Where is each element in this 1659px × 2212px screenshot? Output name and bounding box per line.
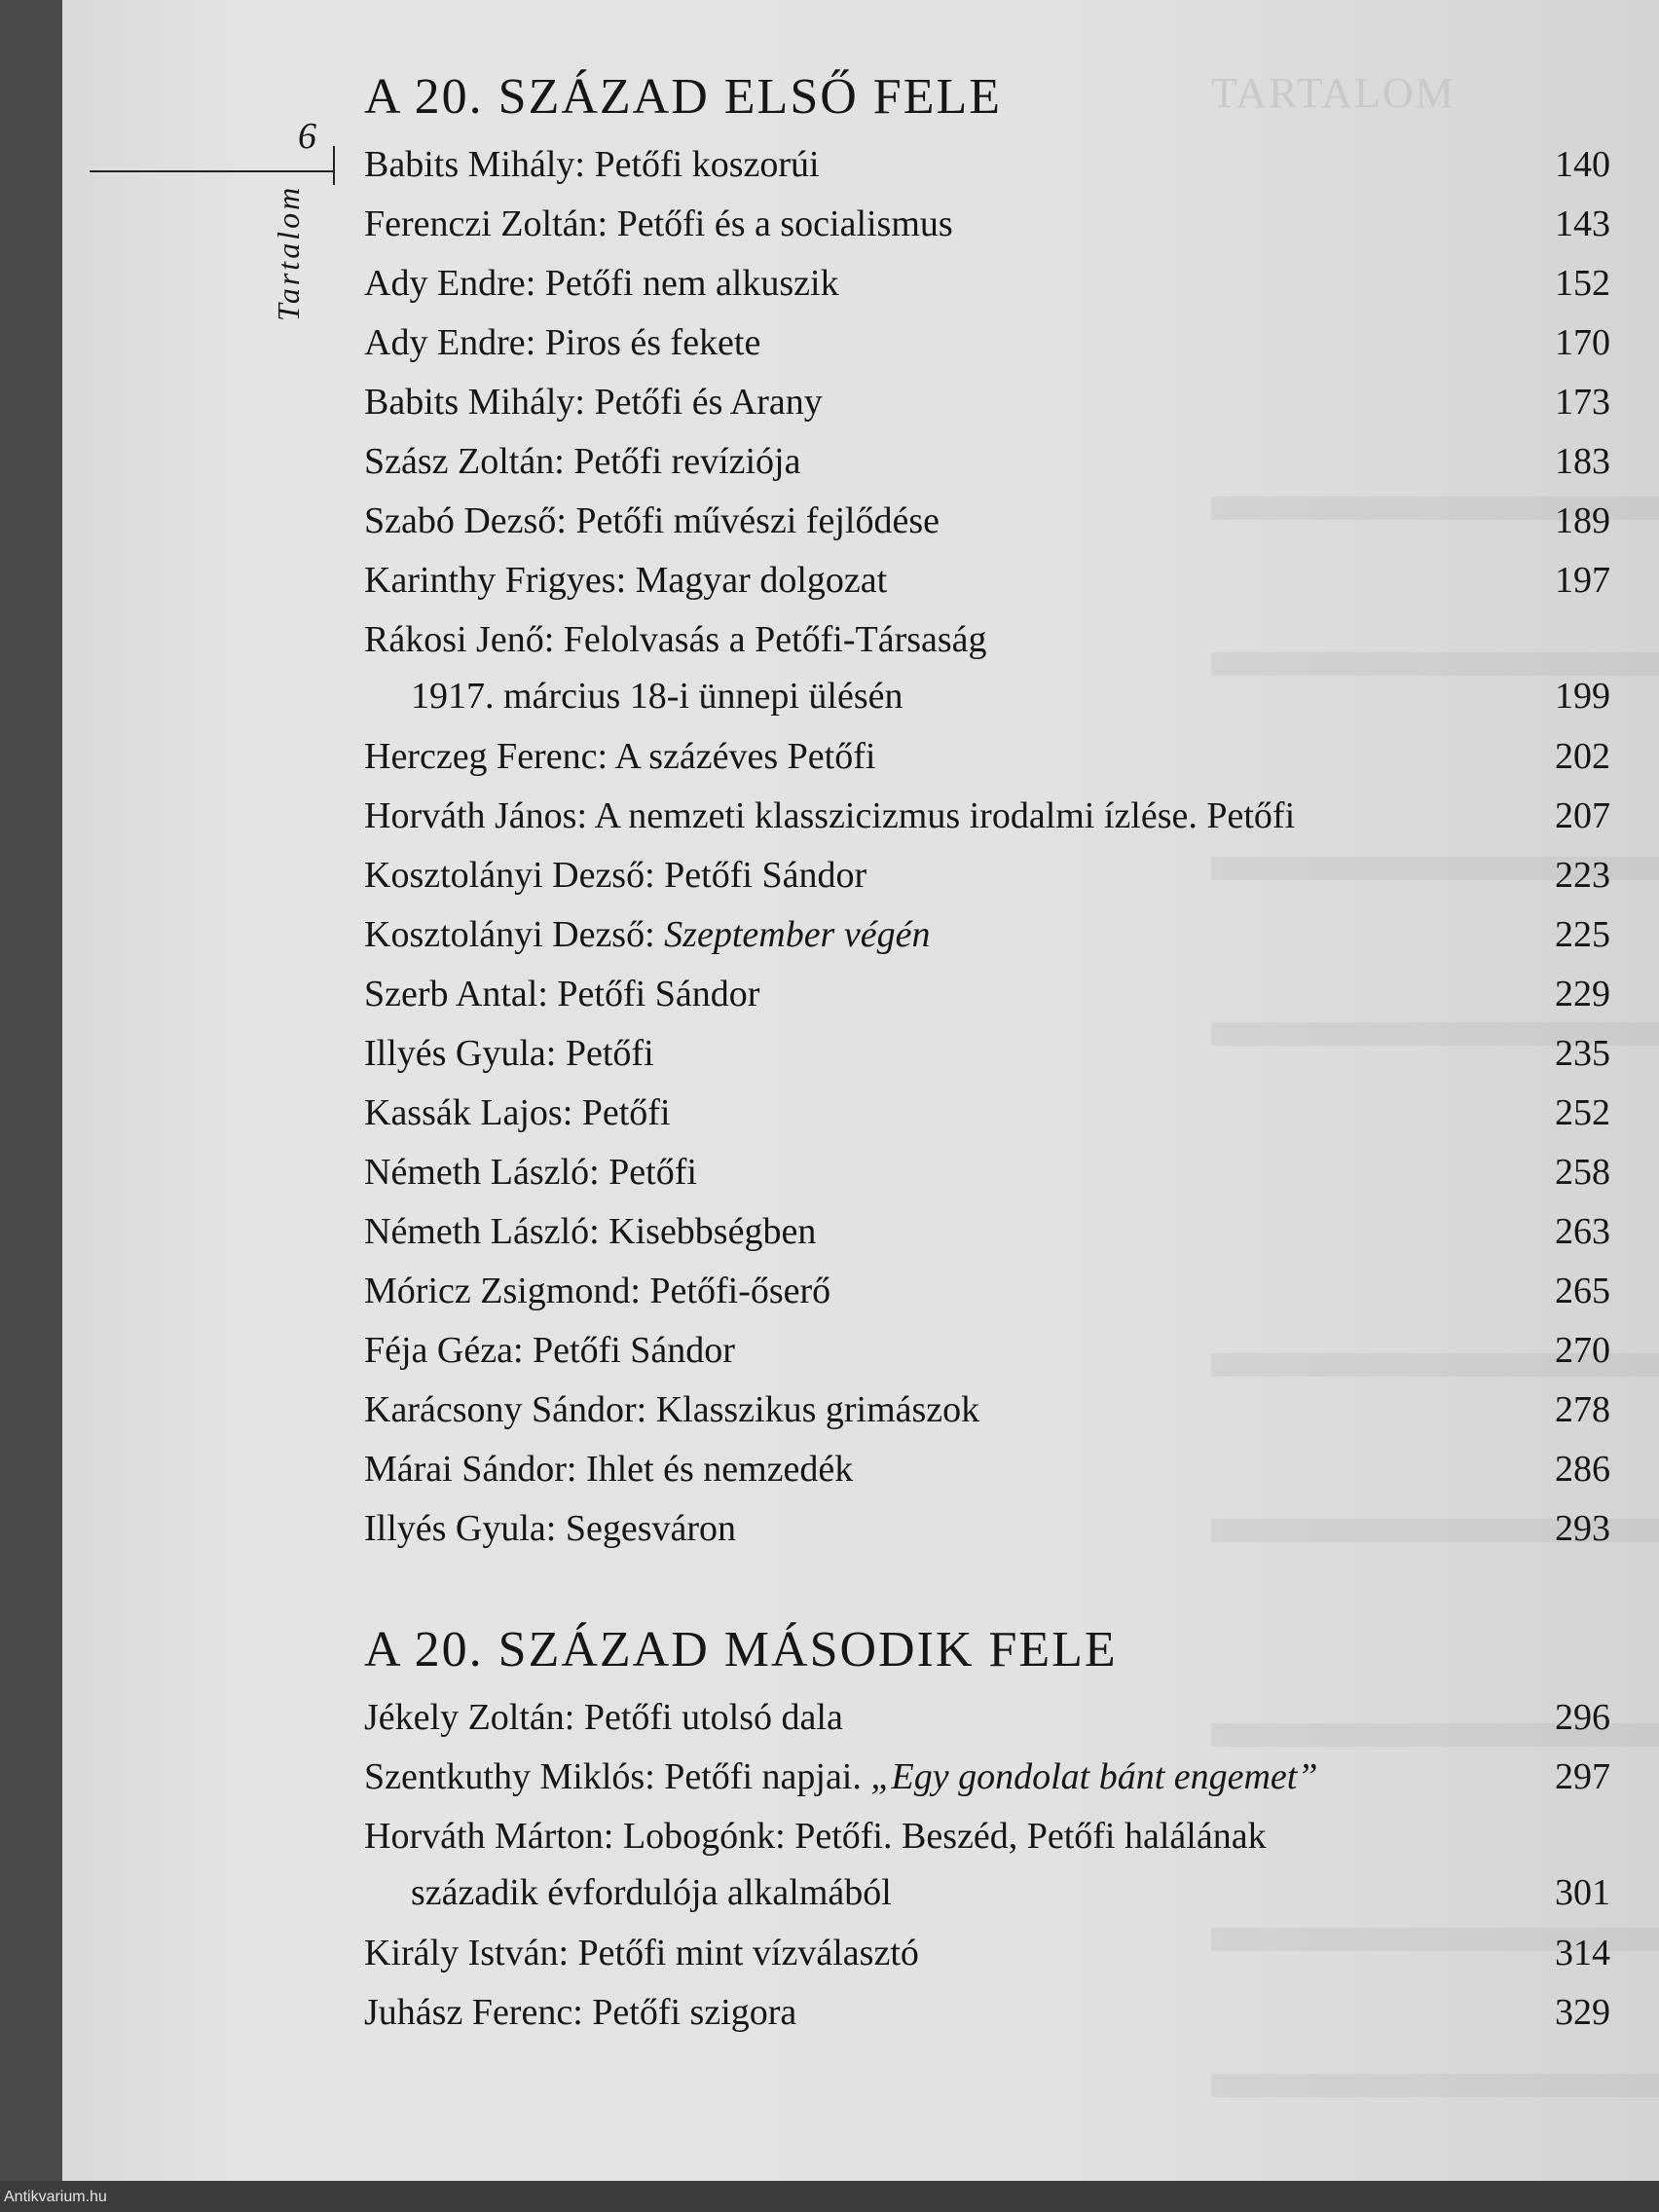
entry-author: Kosztolányi Dezső — [364, 855, 645, 896]
entry-author: Horváth János — [364, 795, 577, 836]
entry-work: A nemzeti klasszicizmus irodalmi ízlése. Petőfi — [594, 795, 1296, 836]
entry-title: Illyés Gyula: Petőfi — [364, 1033, 654, 1074]
entry-work: Petőfi nem alkuszik — [544, 263, 839, 304]
entry-title: Juhász Ferenc: Petőfi szigora — [364, 1992, 797, 2033]
entry-work: Petőfi mint vízválasztó — [577, 1933, 919, 1973]
entry-work: Magyar dolgozat — [635, 560, 888, 601]
entry-title: Szász Zoltán: Petőfi revíziója — [364, 441, 801, 482]
section-title: A 20. SZÁZAD ELSŐ FELE — [364, 69, 1002, 125]
entry-work: Petőfi revíziója — [573, 441, 801, 482]
toc-entry[interactable] — [306, 1440, 1630, 1499]
entry-title: Szabó Dezső: Petőfi művészi fejlődése — [364, 500, 940, 541]
entry-title: Király István: Petőfi mint vízválasztó — [364, 1933, 919, 1973]
toc-entry[interactable] — [306, 492, 1630, 551]
entry-work: Petőfi és Arany — [594, 382, 823, 423]
entry-page-number: 293 — [1555, 1508, 1610, 1549]
entry-title: Németh László: Kisebbségben — [364, 1211, 817, 1252]
entry-page-number: 183 — [1555, 441, 1610, 482]
entry-author: Rákosi Jenő — [364, 619, 544, 660]
entry-author: Szász Zoltán — [364, 441, 555, 482]
toc-section — [306, 1621, 1630, 2043]
entry-page-number: 152 — [1555, 263, 1610, 304]
entry-author: Babits Mihály — [364, 382, 575, 423]
entry-page-number: 252 — [1555, 1092, 1610, 1133]
entry-page-number: 199 — [1555, 676, 1610, 717]
entry-title: Horváth Márton: Lobogónk: Petőfi. Beszéd, Petőfi halálának — [364, 1816, 1267, 1857]
entry-author: Ady Endre — [364, 322, 526, 363]
toc-entry[interactable] — [306, 551, 1630, 610]
entry-title: Ferenczi Zoltán: Petőfi és a socialismus — [364, 203, 953, 244]
page-number: 6 — [298, 116, 316, 157]
toc-entry[interactable] — [306, 1807, 1630, 1924]
watermark: Antikvarium.hu — [4, 2189, 107, 2205]
entry-page-number: 270 — [1555, 1330, 1610, 1371]
entry-author: Ferenczi Zoltán — [364, 203, 598, 244]
toc-entry[interactable] — [306, 195, 1630, 254]
entry-author: Németh László — [364, 1152, 590, 1193]
entry-title: Móricz Zsigmond: Petőfi-őserő — [364, 1271, 831, 1311]
entry-page-number: 143 — [1555, 203, 1610, 244]
entry-author: Babits Mihály — [364, 144, 575, 185]
entry-work: Petőfi Sándor — [533, 1330, 735, 1371]
entry-title: Kosztolányi Dezső: Szeptember végén — [364, 914, 931, 955]
entry-title: Féja Géza: Petőfi Sándor — [364, 1330, 735, 1371]
entry-work: Petőfi-őserő — [649, 1271, 831, 1311]
section-title: A 20. SZÁZAD MÁSODIK FELE — [364, 1622, 1118, 1677]
entry-work: Petőfi — [608, 1152, 697, 1193]
entry-author: Illyés Gyula — [364, 1508, 546, 1549]
entry-author: Márai Sándor — [364, 1449, 567, 1490]
bleed-through-line — [1211, 2074, 1659, 2097]
entry-page-number: 207 — [1555, 795, 1610, 836]
entry-author: Németh László — [364, 1211, 590, 1252]
entry-author: Herczeg Ferenc — [364, 736, 598, 777]
toc-entry[interactable] — [306, 1321, 1630, 1381]
entry-page-number: 286 — [1555, 1449, 1610, 1490]
entry-continuation: 1917. március 18-i ünnepi ülésén — [411, 676, 903, 717]
entry-title: Illyés Gyula: Segesváron — [364, 1508, 737, 1549]
book-page — [62, 0, 1659, 2181]
entry-title: Ady Endre: Piros és fekete — [364, 322, 761, 363]
toc-entry[interactable] — [306, 846, 1630, 905]
entry-page-number: 297 — [1555, 1756, 1610, 1797]
toc-entry[interactable] — [306, 905, 1630, 965]
entry-author: Jékely Zoltán — [364, 1697, 565, 1738]
bottom-strip — [0, 2181, 1659, 2212]
entry-work: Piros és fekete — [544, 322, 761, 363]
entry-title: Ady Endre: Petőfi nem alkuszik — [364, 263, 839, 304]
entry-page-number: 140 — [1555, 144, 1610, 185]
entry-page-number: 202 — [1555, 736, 1610, 777]
entry-title: Kosztolányi Dezső: Petőfi Sándor — [364, 855, 867, 896]
entry-title: Németh László: Petőfi — [364, 1152, 697, 1193]
toc-entry[interactable] — [306, 1024, 1630, 1084]
entry-author: Kassák Lajos — [364, 1092, 563, 1133]
entry-work: Szeptember végén — [664, 914, 931, 955]
running-head: Tartalom — [271, 184, 306, 321]
entry-page-number: 296 — [1555, 1697, 1610, 1738]
entry-work: Petőfi és a socialismus — [616, 203, 953, 244]
entry-page-number: 329 — [1555, 1992, 1610, 2033]
toc-entries — [306, 135, 1630, 1559]
entry-title: Jékely Zoltán: Petőfi utolsó dala — [364, 1697, 843, 1738]
entry-work: Petőfi — [565, 1033, 654, 1074]
entry-page-number: 258 — [1555, 1152, 1610, 1193]
entry-work: Petőfi Sándor — [664, 855, 867, 896]
toc-entry[interactable] — [306, 313, 1630, 373]
entry-page-number: 235 — [1555, 1033, 1610, 1074]
entry-work: Petőfi Sándor — [557, 974, 760, 1014]
entry-page-number: 301 — [1555, 1872, 1610, 1913]
entry-title: Herczeg Ferenc: A százéves Petőfi — [364, 736, 876, 777]
toc-entry[interactable] — [306, 787, 1630, 846]
entry-title: Szentkuthy Miklós: Petőfi napjai. „Egy gondolat bánt engemet” — [364, 1756, 1318, 1797]
toc-entry[interactable] — [306, 1924, 1630, 1983]
entry-title: Márai Sándor: Ihlet és nemzedék — [364, 1449, 854, 1490]
entry-title: Szerb Antal: Petőfi Sándor — [364, 974, 760, 1014]
entry-author: Féja Géza — [364, 1330, 513, 1371]
toc-entry[interactable] — [306, 1688, 1630, 1748]
toc-entries — [306, 1688, 1630, 2043]
entry-author: Horváth Márton — [364, 1816, 604, 1857]
toc-entry[interactable] — [306, 1143, 1630, 1202]
entry-author: Kosztolányi Dezső — [364, 914, 645, 955]
entry-title: Babits Mihály: Petőfi koszorúi — [364, 144, 820, 185]
entry-page-number: 225 — [1555, 914, 1610, 955]
bleed-through-heading: TARTALOM — [1211, 69, 1456, 117]
entry-title: Rákosi Jenő: Felolvasás a Petőfi-Társaság — [364, 619, 987, 660]
entry-work: Kisebbségben — [608, 1211, 817, 1252]
entry-page-number: 170 — [1555, 322, 1610, 363]
entry-title: Kassák Lajos: Petőfi — [364, 1092, 671, 1133]
entry-page-number: 189 — [1555, 500, 1610, 541]
entry-work: Petőfi művészi fejlődése — [575, 500, 940, 541]
entry-page-number: 263 — [1555, 1211, 1610, 1252]
toc-entry[interactable] — [306, 1748, 1630, 1807]
entry-page-number: 229 — [1555, 974, 1610, 1014]
entry-author: Karácsony Sándor — [364, 1389, 637, 1430]
entry-continuation: századik évfordulója alkalmából — [411, 1872, 892, 1913]
toc-entry[interactable] — [306, 1983, 1630, 2043]
toc-entry[interactable] — [306, 373, 1630, 432]
entry-author: Illyés Gyula — [364, 1033, 546, 1074]
entry-work: Petőfi napjai. — [664, 1756, 871, 1797]
entry-work: Lobogónk: Petőfi. Beszéd, Petőfi halálának — [622, 1816, 1267, 1857]
entry-work: Ihlet és nemzedék — [585, 1449, 854, 1490]
entry-work: Klasszikus grimászok — [655, 1389, 980, 1430]
entry-work: Petőfi koszorúi — [594, 144, 820, 185]
entry-author: Szabó Dezső — [364, 500, 557, 541]
entry-page-number: 278 — [1555, 1389, 1610, 1430]
toc-entry[interactable] — [306, 1381, 1630, 1440]
entry-author: Szerb Antal — [364, 974, 538, 1014]
entry-page-number: 265 — [1555, 1271, 1610, 1311]
entry-page-number: 314 — [1555, 1933, 1610, 1973]
entry-author: Szentkuthy Miklós — [364, 1756, 645, 1797]
toc-entry[interactable] — [306, 1499, 1630, 1559]
entry-title: Babits Mihály: Petőfi és Arany — [364, 382, 823, 423]
entry-page-number: 173 — [1555, 382, 1610, 423]
toc-entry[interactable] — [306, 1262, 1630, 1321]
entry-work: Petőfi szigora — [592, 1992, 797, 2033]
toc-entry[interactable] — [306, 727, 1630, 787]
entry-author: Király István — [364, 1933, 559, 1973]
entry-page-number: 197 — [1555, 560, 1610, 601]
toc-entry[interactable] — [306, 1084, 1630, 1143]
entry-title: Karácsony Sándor: Klasszikus grimászok — [364, 1389, 980, 1430]
entry-author: Juhász Ferenc — [364, 1992, 573, 2033]
entry-work: Segesváron — [565, 1508, 737, 1549]
entry-author: Móricz Zsigmond — [364, 1271, 631, 1311]
entry-work: Felolvasás a Petőfi-Társaság — [563, 619, 987, 660]
toc-entry[interactable] — [306, 965, 1630, 1024]
toc-entry[interactable] — [306, 1202, 1630, 1262]
toc-entry[interactable] — [306, 254, 1630, 313]
entry-work: Petőfi — [581, 1092, 671, 1133]
entry-work-italic: „Egy gondolat bánt engemet” — [870, 1756, 1318, 1797]
entry-author: Karinthy Frigyes — [364, 560, 616, 601]
entry-page-number: 223 — [1555, 855, 1610, 896]
toc-entry[interactable] — [306, 135, 1630, 195]
header-rule — [90, 170, 333, 172]
entry-work: A százéves Petőfi — [614, 736, 876, 777]
entry-work: Petőfi utolsó dala — [583, 1697, 843, 1738]
toc-entry[interactable] — [306, 432, 1630, 492]
entry-author: Ady Endre — [364, 263, 526, 304]
entry-title: Karinthy Frigyes: Magyar dolgozat — [364, 560, 888, 601]
entry-title: Horváth János: A nemzeti klasszicizmus irodalmi ízlése. Petőfi — [364, 795, 1296, 836]
toc-entry[interactable] — [306, 610, 1630, 727]
toc-section — [306, 68, 1630, 1559]
